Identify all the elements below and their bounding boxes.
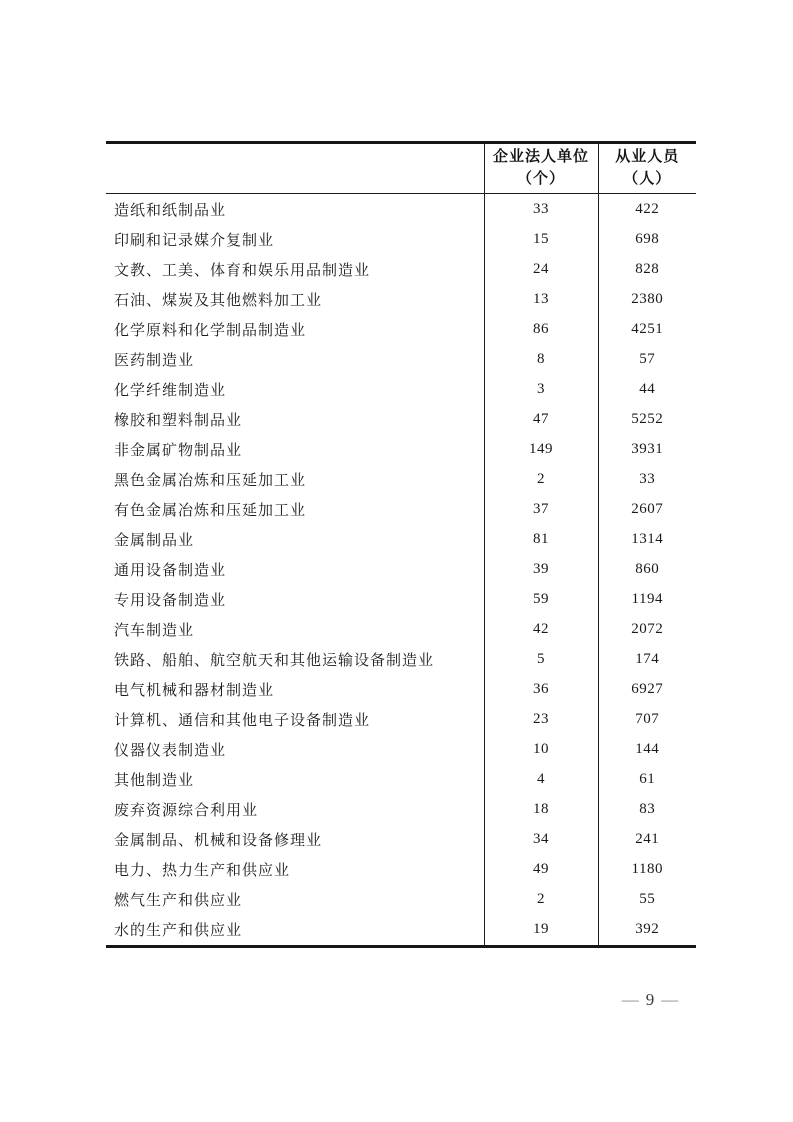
employees-cell: 2380 bbox=[598, 284, 696, 314]
table-row bbox=[106, 764, 696, 794]
industry-name-cell: 计算机、通信和其他电子设备制造业 bbox=[114, 712, 371, 729]
table-row bbox=[106, 344, 696, 374]
industry-name-cell: 铁路、船舶、航空航天和其他运输设备制造业 bbox=[114, 652, 435, 669]
table-row bbox=[106, 404, 696, 434]
employees-cell: 707 bbox=[598, 704, 696, 734]
employees-header-title: 从业人员 bbox=[615, 148, 680, 165]
legal-units-cell: 49 bbox=[484, 854, 598, 884]
employees-cell: 828 bbox=[598, 254, 696, 284]
table-row bbox=[106, 584, 696, 614]
employees-cell: 144 bbox=[598, 734, 696, 764]
legal-units-cell: 39 bbox=[484, 554, 598, 584]
employees-cell: 61 bbox=[598, 764, 696, 794]
industry-name-cell: 水的生产和供应业 bbox=[114, 923, 243, 940]
table-header bbox=[106, 143, 696, 194]
employees-cell: 392 bbox=[598, 914, 696, 946]
legal-units-cell: 4 bbox=[484, 764, 598, 794]
industry-name-cell: 化学纤维制造业 bbox=[114, 382, 227, 399]
industry-name-cell: 电力、热力生产和供应业 bbox=[114, 862, 291, 879]
employees-header-unit: （人） bbox=[623, 170, 672, 187]
industry-name-cell: 造纸和纸制品业 bbox=[114, 202, 227, 219]
table-row bbox=[106, 644, 696, 674]
employees-cell: 83 bbox=[598, 794, 696, 824]
employees-cell: 1314 bbox=[598, 524, 696, 554]
legal-units-cell: 13 bbox=[484, 284, 598, 314]
industry-name-cell: 汽车制造业 bbox=[114, 622, 195, 639]
legal-units-cell: 36 bbox=[484, 674, 598, 704]
legal-units-cell: 24 bbox=[484, 254, 598, 284]
legal-units-header-title: 企业法人单位 bbox=[492, 148, 589, 165]
legal-units-header-cell bbox=[484, 143, 598, 194]
industry-name-cell: 废弃资源综合利用业 bbox=[114, 802, 259, 819]
legal-units-cell: 81 bbox=[484, 524, 598, 554]
industry-name-cell: 有色金属冶炼和压延加工业 bbox=[114, 502, 307, 519]
legal-units-header-unit: （个） bbox=[516, 170, 565, 187]
industry-name-cell: 其他制造业 bbox=[114, 772, 195, 789]
employees-cell: 2607 bbox=[598, 494, 696, 524]
table-row bbox=[106, 614, 696, 644]
employees-cell: 6927 bbox=[598, 674, 696, 704]
table-row bbox=[106, 674, 696, 704]
legal-units-cell: 149 bbox=[484, 434, 598, 464]
page-number bbox=[604, 990, 696, 1010]
employees-cell: 2072 bbox=[598, 614, 696, 644]
table-row bbox=[106, 194, 696, 225]
legal-units-cell: 2 bbox=[484, 884, 598, 914]
legal-units-cell: 19 bbox=[484, 914, 598, 946]
industry-name-cell: 橡胶和塑料制品业 bbox=[114, 412, 243, 429]
industry-name-cell: 燃气生产和供应业 bbox=[114, 892, 243, 909]
employees-cell: 1180 bbox=[598, 854, 696, 884]
table-row bbox=[106, 554, 696, 584]
legal-units-cell: 2 bbox=[484, 464, 598, 494]
legal-units-cell: 5 bbox=[484, 644, 598, 674]
employees-cell: 55 bbox=[598, 884, 696, 914]
table-header-row bbox=[106, 143, 696, 194]
legal-units-cell: 18 bbox=[484, 794, 598, 824]
table-row bbox=[106, 524, 696, 554]
table-row bbox=[106, 224, 696, 254]
legal-units-cell: 33 bbox=[484, 194, 598, 225]
industry-name-cell: 电气机械和器材制造业 bbox=[114, 682, 275, 699]
table-row bbox=[106, 704, 696, 734]
legal-units-cell: 47 bbox=[484, 404, 598, 434]
table-row bbox=[106, 374, 696, 404]
legal-units-cell: 8 bbox=[484, 344, 598, 374]
industry-name-cell: 专用设备制造业 bbox=[114, 592, 227, 609]
employees-cell: 33 bbox=[598, 464, 696, 494]
table-row bbox=[106, 914, 696, 946]
industry-name-cell: 黑色金属冶炼和压延加工业 bbox=[114, 472, 307, 489]
industry-name-cell: 非金属矿物制品业 bbox=[114, 442, 243, 459]
table-row bbox=[106, 464, 696, 494]
legal-units-cell: 3 bbox=[484, 374, 598, 404]
employees-cell: 1194 bbox=[598, 584, 696, 614]
legal-units-cell: 34 bbox=[484, 824, 598, 854]
industry-name-cell: 仪器仪表制造业 bbox=[114, 742, 227, 759]
industry-name-cell: 医药制造业 bbox=[114, 352, 195, 369]
table-row bbox=[106, 824, 696, 854]
legal-units-cell: 37 bbox=[484, 494, 598, 524]
table-row bbox=[106, 434, 696, 464]
table-row bbox=[106, 254, 696, 284]
legal-units-cell: 86 bbox=[484, 314, 598, 344]
industry-name-cell: 金属制品业 bbox=[114, 532, 195, 549]
employees-cell: 57 bbox=[598, 344, 696, 374]
legal-units-cell: 15 bbox=[484, 224, 598, 254]
legal-units-cell: 42 bbox=[484, 614, 598, 644]
employees-cell: 4251 bbox=[598, 314, 696, 344]
employees-cell: 174 bbox=[598, 644, 696, 674]
industry-name-cell: 印刷和记录媒介复制业 bbox=[114, 232, 275, 249]
table-row bbox=[106, 314, 696, 344]
industry-name-cell: 金属制品、机械和设备修理业 bbox=[114, 832, 323, 849]
industry-name-cell: 石油、煤炭及其他燃料加工业 bbox=[114, 292, 323, 309]
table-row bbox=[106, 794, 696, 824]
employees-cell: 5252 bbox=[598, 404, 696, 434]
table-row bbox=[106, 854, 696, 884]
empty-header-cell bbox=[106, 143, 484, 194]
page-number-dash-right: — bbox=[661, 990, 679, 1009]
employees-cell: 698 bbox=[598, 224, 696, 254]
employees-cell: 3931 bbox=[598, 434, 696, 464]
employees-cell: 44 bbox=[598, 374, 696, 404]
employees-cell: 860 bbox=[598, 554, 696, 584]
legal-units-cell: 59 bbox=[484, 584, 598, 614]
table-row bbox=[106, 734, 696, 764]
legal-units-cell: 23 bbox=[484, 704, 598, 734]
table-row bbox=[106, 494, 696, 524]
table-row bbox=[106, 884, 696, 914]
employees-header-cell bbox=[598, 143, 696, 194]
table-body bbox=[106, 194, 696, 947]
industry-name-cell: 化学原料和化学制品制造业 bbox=[114, 322, 307, 339]
employees-cell: 241 bbox=[598, 824, 696, 854]
industry-statistics-table bbox=[106, 141, 696, 948]
table-row bbox=[106, 284, 696, 314]
employees-cell: 422 bbox=[598, 194, 696, 225]
legal-units-cell: 10 bbox=[484, 734, 598, 764]
industry-name-cell: 通用设备制造业 bbox=[114, 562, 227, 579]
page-number-dash-left: — bbox=[621, 990, 639, 1009]
page-number-value: 9 bbox=[645, 990, 655, 1009]
industry-name-cell: 文教、工美、体育和娱乐用品制造业 bbox=[114, 262, 371, 279]
